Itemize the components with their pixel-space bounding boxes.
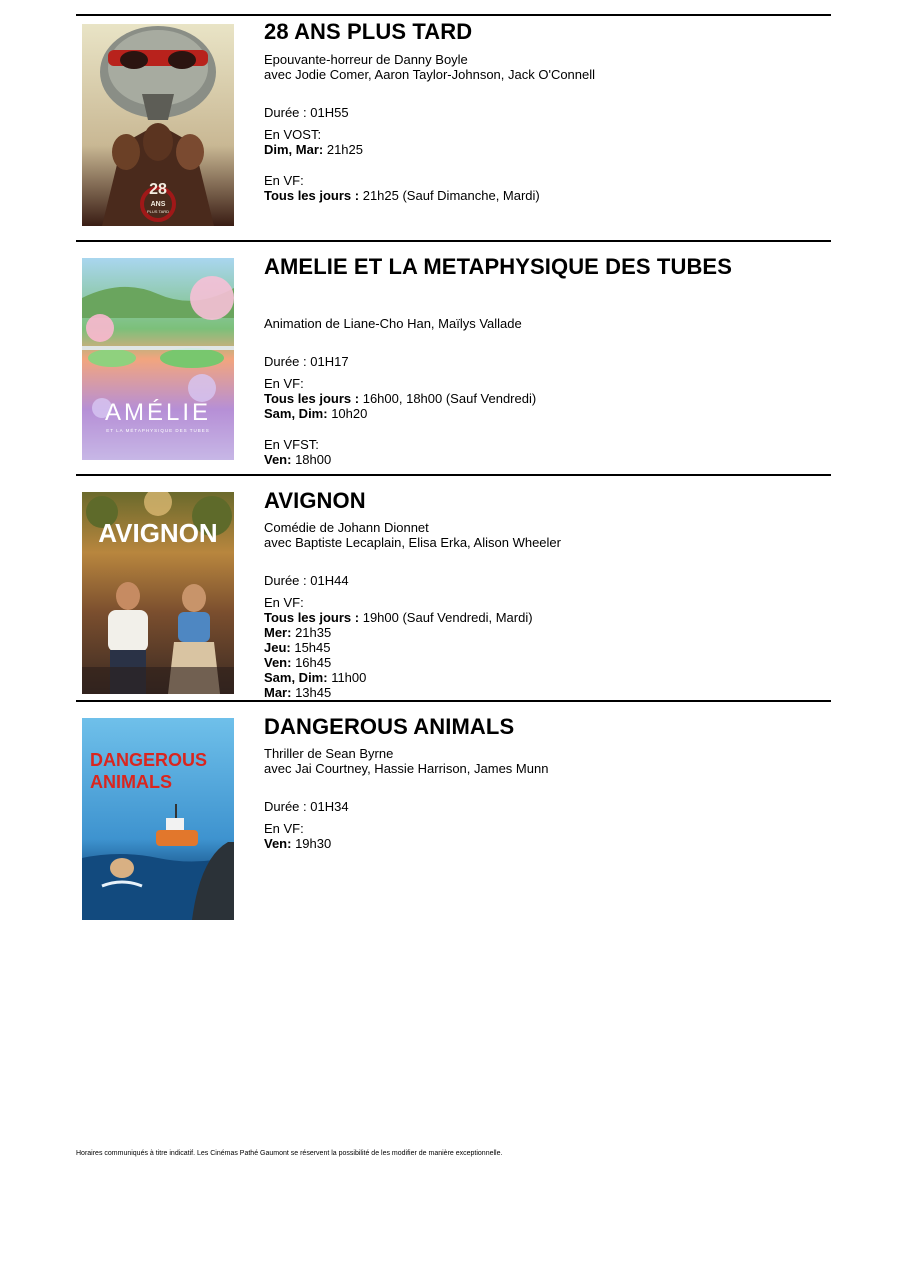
movie-poster [82, 492, 234, 694]
poster-title-text: DANGEROUS [90, 750, 208, 770]
showtime-row [264, 188, 540, 203]
movie-poster [82, 258, 234, 460]
movie-entry-28-ans-plus-tard [76, 14, 831, 242]
movie-cast: avec Baptiste Lecaplain, Elisa Erka, Alison Wheeler [264, 535, 561, 550]
movie-poster [82, 718, 234, 920]
showtime-row [264, 625, 331, 640]
showtime-row [264, 142, 363, 157]
showtime-row [264, 391, 536, 406]
version-label: En VFST: [264, 437, 319, 452]
showtime-days: Tous les jours : [264, 610, 360, 625]
version-label: En VF: [264, 821, 304, 836]
showtime-times: 16h00, 18h00 (Sauf Vendredi) [359, 391, 537, 406]
showtime-row [264, 670, 366, 685]
poster-image-28-ans [82, 24, 234, 226]
showtime-row [264, 640, 331, 655]
movie-entry-avignon [76, 474, 831, 702]
movie-entry-dangerous-animals [76, 700, 831, 932]
movie-cast: avec Jai Courtney, Hassie Harrison, James Munn [264, 761, 549, 776]
showtime-row [264, 655, 331, 670]
poster-title-text: 28 [149, 181, 167, 198]
version-label: En VF: [264, 376, 304, 391]
showtime-days: Sam, Dim: [264, 670, 328, 685]
movie-duration: Durée : 01H34 [264, 799, 349, 814]
movie-title: DANGEROUS ANIMALS [264, 714, 515, 739]
showtime-days: Ven: [264, 452, 292, 467]
showtime-days: Tous les jours : [264, 188, 360, 203]
showtime-times: 10h20 [327, 406, 368, 421]
showtime-times: 19h30 [291, 836, 332, 851]
movie-cast: avec Jodie Comer, Aaron Taylor-Johnson, Jack O'Connell [264, 67, 596, 82]
movie-duration: Durée : 01H17 [264, 354, 349, 369]
showtime-row [264, 685, 331, 700]
movie-entry-amelie [76, 240, 831, 476]
showtime-row [264, 452, 331, 467]
showtime-row [264, 610, 533, 625]
showtime-days: Mer: [264, 625, 292, 640]
showtime-days: Tous les jours : [264, 391, 360, 406]
poster-image-amelie [82, 258, 234, 460]
svg-text:ANIMALS: ANIMALS [90, 772, 172, 792]
movie-poster [82, 24, 234, 226]
showtime-times: 16h45 [291, 655, 332, 670]
movie-title: 28 ANS PLUS TARD [264, 19, 473, 44]
showtime-times: 15h45 [290, 640, 331, 655]
showtime-days: Jeu: [264, 640, 291, 655]
showtime-times: 19h00 (Sauf Vendredi, Mardi) [359, 610, 533, 625]
version-label: En VOST: [264, 127, 322, 142]
showtime-days: Sam, Dim: [264, 406, 328, 421]
movie-title: AVIGNON [264, 488, 366, 513]
version-label: En VF: [264, 173, 304, 188]
poster-subtitle-text: ET LA MÉTAPHYSIQUE DES TUBES [106, 428, 210, 433]
poster-title-text: AVIGNON [98, 518, 218, 548]
showtime-row [264, 406, 367, 421]
poster-image-avignon [82, 492, 234, 694]
movie-duration: Durée : 01H55 [264, 105, 349, 120]
showtime-times: 21h25 [323, 142, 363, 157]
schedule-disclaimer: Horaires communiqués à titre indicatif. Les Cinémas Pathé Gaumont se réservent la possibilité de les modifier de manière exceptionnelle. [76, 1150, 503, 1157]
svg-text:PLUS TARD: PLUS TARD [146, 209, 170, 214]
svg-text:ANS: ANS [150, 201, 166, 208]
movie-genre: Epouvante-horreur de Danny Boyle [264, 52, 468, 67]
movie-title: AMELIE ET LA METAPHYSIQUE DES TUBES [264, 254, 732, 279]
movie-genre: Comédie de Johann Dionnet [264, 520, 429, 535]
version-label: En VF: [264, 595, 304, 610]
movie-duration: Durée : 01H44 [264, 573, 349, 588]
showtime-times: 21h35 [291, 625, 332, 640]
showtime-times: 11h00 [327, 670, 367, 685]
movie-genre: Thriller de Sean Byrne [264, 746, 394, 761]
showtime-days: Dim, Mar: [264, 142, 324, 157]
poster-image-dangerous-animals [82, 718, 234, 920]
showtime-days: Mar: [264, 685, 292, 700]
movie-genre: Animation de Liane-Cho Han, Maïlys Vallade [264, 316, 522, 331]
showtime-days: Ven: [264, 836, 292, 851]
showtime-times: 21h25 (Sauf Dimanche, Mardi) [359, 188, 540, 203]
showtime-days: Ven: [264, 655, 292, 670]
poster-title-text: AMÉLIE [104, 399, 212, 426]
showtime-times: 18h00 [291, 452, 332, 467]
showtime-row [264, 836, 331, 851]
showtime-times: 13h45 [291, 685, 332, 700]
